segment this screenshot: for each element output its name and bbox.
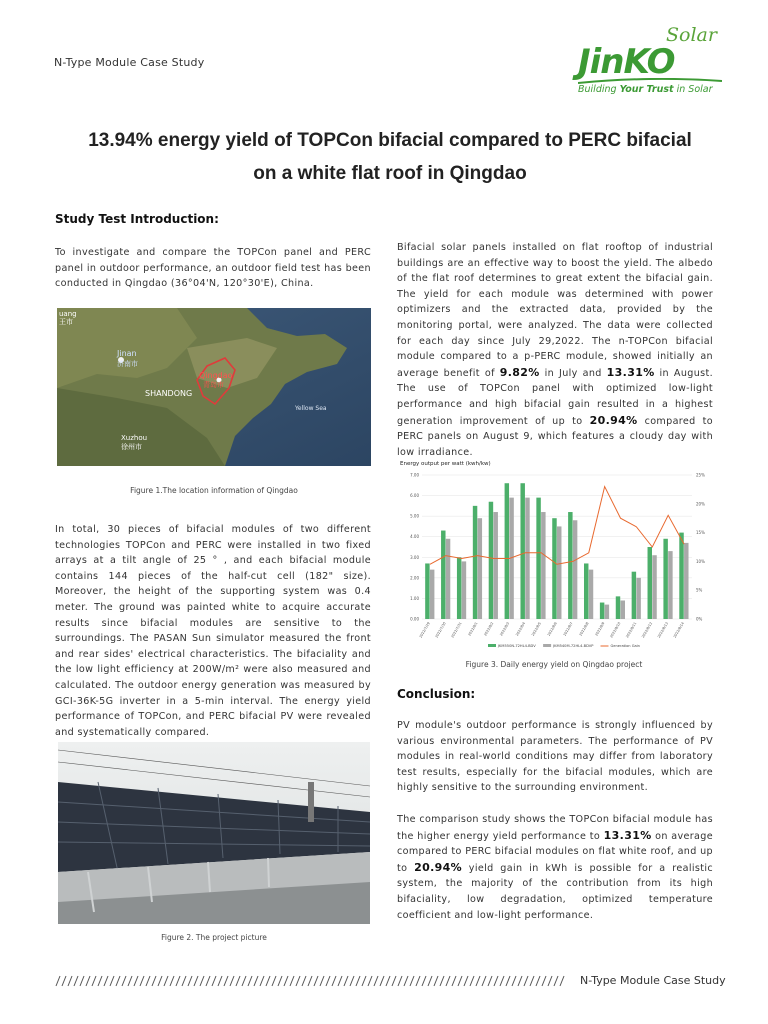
chart-x-tick-label: 2022/8/5 [530,621,542,637]
chart-y-tick-label: 7.00 [410,472,419,478]
chart-y2-tick-label: 5% [696,587,703,593]
chart-bar [636,578,640,619]
chart-bar [425,563,429,619]
chart-legend-label: JKM540M-72HL4-BDVP [553,644,594,648]
chart-bar [679,533,683,619]
intro-paragraph: To investigate and compare the TOPCon panel and PERC panel in outdoor performance, an outdoor field test has been conducted in Qingdao (36°04'N, 120°30'E), China. [55,247,371,290]
chart-bar [568,512,572,619]
conclusion-paragraph-1: PV module's outdoor performance is strongly influenced by various environmental parameters. The performance of PV modules in real-world conditions may differ from laboratory test results, especially for the bifacial modules, which are highly sensitive to the surrounding environment. [397,720,713,794]
chart-y-tick-label: 2.00 [410,575,419,581]
chart-bar [584,563,588,619]
chart-legend-label: JKM550N-72HL4-BDV [498,644,536,648]
chart-y2-tick-label: 10% [696,558,705,564]
energy-yield-chart [396,455,712,653]
map-label-qingdao: Qingdao [199,371,233,380]
figure-1-caption: Figure 1.The location information of Qingdao [130,486,298,495]
chart-x-tick-label: 2022/8/4 [515,621,527,637]
chart-x-tick-label: 2022/8/14 [672,621,685,639]
map-label-top-left: uang [59,310,77,318]
chart-y2-tick-label: 25% [696,472,705,478]
chart-bar [605,605,609,619]
footer-hatch-decoration [54,974,568,988]
map-label-qingdao-cn: 青岛市 [203,381,224,389]
project-photo [58,742,370,924]
logo-brand-text: JinKO [578,42,675,82]
map-label-xuzhou: Xuzhou [121,434,148,442]
chart-bar [536,498,540,619]
chart-y2-tick-label: 15% [696,530,705,536]
chart-y-tick-label: 4.00 [410,534,419,540]
logo-solar-text: Solar [666,24,717,46]
chart-bar [441,531,445,619]
chart-x-tick-label: 2022/7/30 [434,621,447,639]
chart-bar [489,502,493,619]
intro-heading: Study Test Introduction: [55,212,219,226]
map-label-shandong: SHANDONG [145,389,193,398]
chart-bar [573,520,577,619]
chart-x-tick-label: 2022/8/11 [625,621,638,639]
chart-y2-tick-label: 0% [696,616,703,622]
chart-x-tick-label: 2022/7/29 [418,621,431,639]
chart-y-tick-label: 6.00 [410,493,419,499]
chart-bar [552,518,556,619]
chart-x-tick-label: 2022/8/2 [483,621,495,637]
chart-y-tick-label: 3.00 [410,554,419,560]
chart-x-tick-label: 2022/8/8 [578,621,590,637]
title-line-2: on a white flat roof in Qingdao [253,163,527,184]
conclusion-paragraph-2: The comparison study shows the TOPCon bifacial module has the higher energy yield performance to 13.31% on average compared to PERC bifacial modules on flat white roof, and up to 20.94% yield gain in kWh is possible for a realistic system, the majority of the contribution from its high bifaciality, low degradation, optimized temperature coefficient and low-light performance. [397,814,713,921]
chart-legend-swatch [543,644,551,647]
chart-x-tick-label: 2022/8/3 [499,621,511,637]
chart-y2-tick-label: 20% [696,501,705,507]
chart-bar [457,557,461,619]
chart-x-tick-label: 2022/8/6 [546,621,558,637]
chart-x-tick-label: 2022/8/1 [467,621,479,637]
location-map [57,308,371,466]
chart-bar [478,518,482,619]
right-paragraph: Bifacial solar panels installed on flat rooftop of industrial buildings are an effective way to boost the yield. The albedo of the flat roof determines to great extent the bifacial gain. The yield for each module was determined with power optimizers and the extracted data, provided by the monitoring portal, were analyzed. The data were collected for each day since July 29,2022. The n-TOPCon bifacial module compared to a p-PERC module, showed initially an average benefit of 9.82% in July and 13.31% in August. The use of TOPCon panel with optimized low-light performance and high bifacial gain resulted in a highest generation improvement of up to 20.94% compared to PERC panels on August 9, which features a cloudy day with low irradiance. [397,242,714,458]
chart-title: Energy output per watt (kwh/kw) [400,461,491,467]
chart-y-tick-label: 1.00 [410,595,419,601]
chart-x-tick-label: 2022/8/12 [641,621,654,639]
chart-bar [430,570,434,619]
map-label-top-left-cn: 王市 [59,318,73,326]
chart-bar [648,547,652,619]
chart-bar [541,512,545,619]
chart-svg [396,455,712,653]
chart-bar [462,561,466,619]
map-label-yellow-sea: Yellow Sea [295,405,327,412]
chart-bar [632,572,636,619]
chart-bar [493,512,497,619]
chart-legend-label: Generation Gain [610,644,640,648]
map-label-jinan-cn: 济南市 [117,360,138,368]
chart-legend-swatch [488,644,496,647]
logo-tagline: Building Your Trust in Solar [578,84,713,95]
chart-bar [616,596,620,619]
figure-3-caption: Figure 3. Daily energy yield on Qingdao project [465,660,643,669]
method-paragraph: In total, 30 pieces of bifacial modules of two different technologies TOPCon and PERC were installed in two fixed arrays at a tilt angle of 25 ° , and each bifacial module contains 144 pieces of the half-cut cell (182" size). Moreover, the height of the supporting system was 0.4 meter. The ground was painted white to acquire accurate results since bifacial modules are sensitive to the surroundings. The PASAN Sun simulator measured the front and rear sides' electrical characteristics. The bifaciality and the low light efficiency at 200W/m² were also measured and calculated. The outdoor energy generation was measured by GCI-36K-5G inverter in a 5-min interval. The energy yield performance of TOPCon, and PERC bifacial PV were revealed and systematically compared. [55,524,371,738]
conclusion-heading: Conclusion: [397,687,476,701]
chart-bar [663,539,667,619]
footer-label: N-Type Module Case Study [580,974,726,987]
header-label: N-Type Module Case Study [54,56,205,69]
map-label-jinan: Jinan [117,349,137,358]
map-label-xuzhou-cn: 徐州市 [121,443,142,451]
chart-bar [600,603,604,619]
chart-x-tick-label: 2022/8/10 [609,621,622,639]
chart-bar [668,551,672,619]
chart-bar [621,600,625,619]
chart-bar [446,539,450,619]
chart-x-tick-label: 2022/8/13 [656,621,670,639]
title-line-1: 13.94% energy yield of TOPCon bifacial compared to PERC bifacial [88,130,692,151]
chart-y-tick-label: 0.00 [410,616,419,622]
figure-2-caption: Figure 2. The project picture [161,933,267,942]
jinko-logo [578,24,728,102]
chart-x-tick-label: 2022/8/9 [594,621,606,637]
chart-bar [557,526,561,619]
chart-bar [520,483,524,619]
chart-x-tick-label: 2022/7/31 [450,621,463,639]
chart-bar [525,498,529,619]
chart-bar [652,555,656,619]
chart-bar [473,506,477,619]
chart-bar [684,543,688,619]
chart-bar [505,483,509,619]
chart-y-tick-label: 5.00 [410,513,419,519]
chart-x-tick-label: 2022/8/7 [562,621,574,637]
chart-bar [589,570,593,619]
